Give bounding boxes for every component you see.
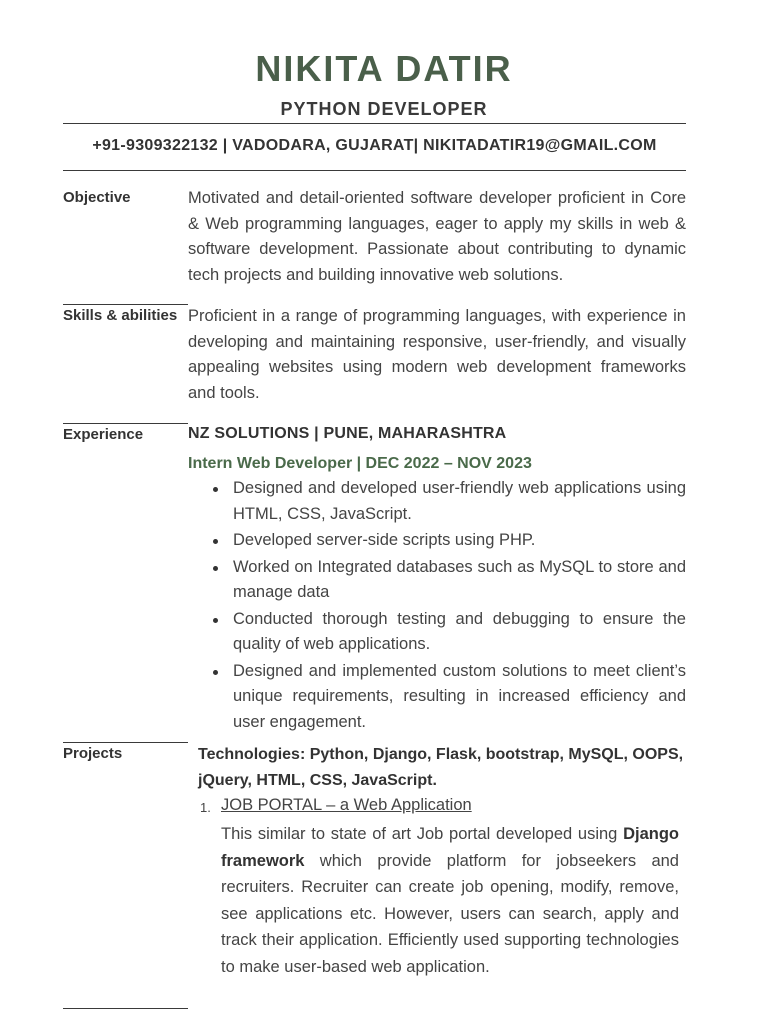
list-item: Designed and implemented custom solutions to meet client’s unique requirements, resulting in increased efficiency and user engagement. xyxy=(188,659,686,736)
candidate-name: NIKITA DATIR xyxy=(255,48,513,89)
list-item: Worked on Integrated databases such as MySQL to store and manage data xyxy=(188,555,686,606)
section-label-objective: Objective xyxy=(63,189,131,206)
section-label-skills: Skills & abilities xyxy=(63,307,178,324)
header-divider-bottom xyxy=(63,170,686,171)
header-divider-top xyxy=(63,123,686,124)
list-item: Designed and developed user-friendly web applications using HTML, CSS, JavaScript. xyxy=(188,476,686,527)
section-divider-skills xyxy=(63,304,188,305)
objective-text: Motivated and detail-oriented software developer proficient in Core & Web programming languages, eager to apply my skills in web & software development. Passionate about contributing to dynamic tech projects and building innovative web solutions. xyxy=(188,189,686,284)
experience-company: NZ SOLUTIONS | PUNE, MAHARASHTRA xyxy=(188,425,507,442)
bullet-icon xyxy=(213,618,218,623)
section-divider-bottom xyxy=(63,1008,188,1009)
section-label-projects: Projects xyxy=(63,745,123,762)
bullet-icon xyxy=(213,487,218,492)
bullet-icon xyxy=(213,539,218,544)
candidate-role: PYTHON DEVELOPER xyxy=(280,99,488,119)
bullet-icon xyxy=(213,566,218,571)
experience-bullet-list xyxy=(188,476,686,736)
list-item: Conducted thorough testing and debugging to ensure the quality of web applications. xyxy=(188,607,686,658)
projects-technologies: Technologies: Python, Django, Flask, bootstrap, MySQL, OOPS, jQuery, HTML, CSS, JavaScript. xyxy=(198,746,684,789)
project-framework: Django framework xyxy=(221,825,679,870)
project-title: JOB PORTAL – a Web Application xyxy=(221,796,472,814)
experience-job-title: Intern Web Developer | DEC 2022 – NOV 2023 xyxy=(188,455,532,472)
bullet-icon xyxy=(213,670,218,675)
skills-text: Proficient in a range of programming languages, with experience in developing and maintaining responsive, user-friendly, and visually appealing websites using modern web development frameworks and tools. xyxy=(188,307,686,402)
list-item: Developed server-side scripts using PHP. xyxy=(188,528,686,554)
section-divider-experience xyxy=(63,423,188,424)
section-divider-projects xyxy=(63,742,188,743)
section-label-experience: Experience xyxy=(63,426,144,443)
project-description: This similar to state of art Job portal developed using Django framework which provide platform for jobseekers and recruiters. Recruiter can create job opening, modify, remove, see applications etc. However, users can search, apply and track their application. Efficiently used supporting technologies to make user-based web application. xyxy=(221,825,679,976)
project-number: 1. xyxy=(200,800,211,815)
contact-line: +91-9309322132 | VADODARA, GUJARAT| NIKITADATIR19@GMAIL.COM xyxy=(92,137,657,154)
